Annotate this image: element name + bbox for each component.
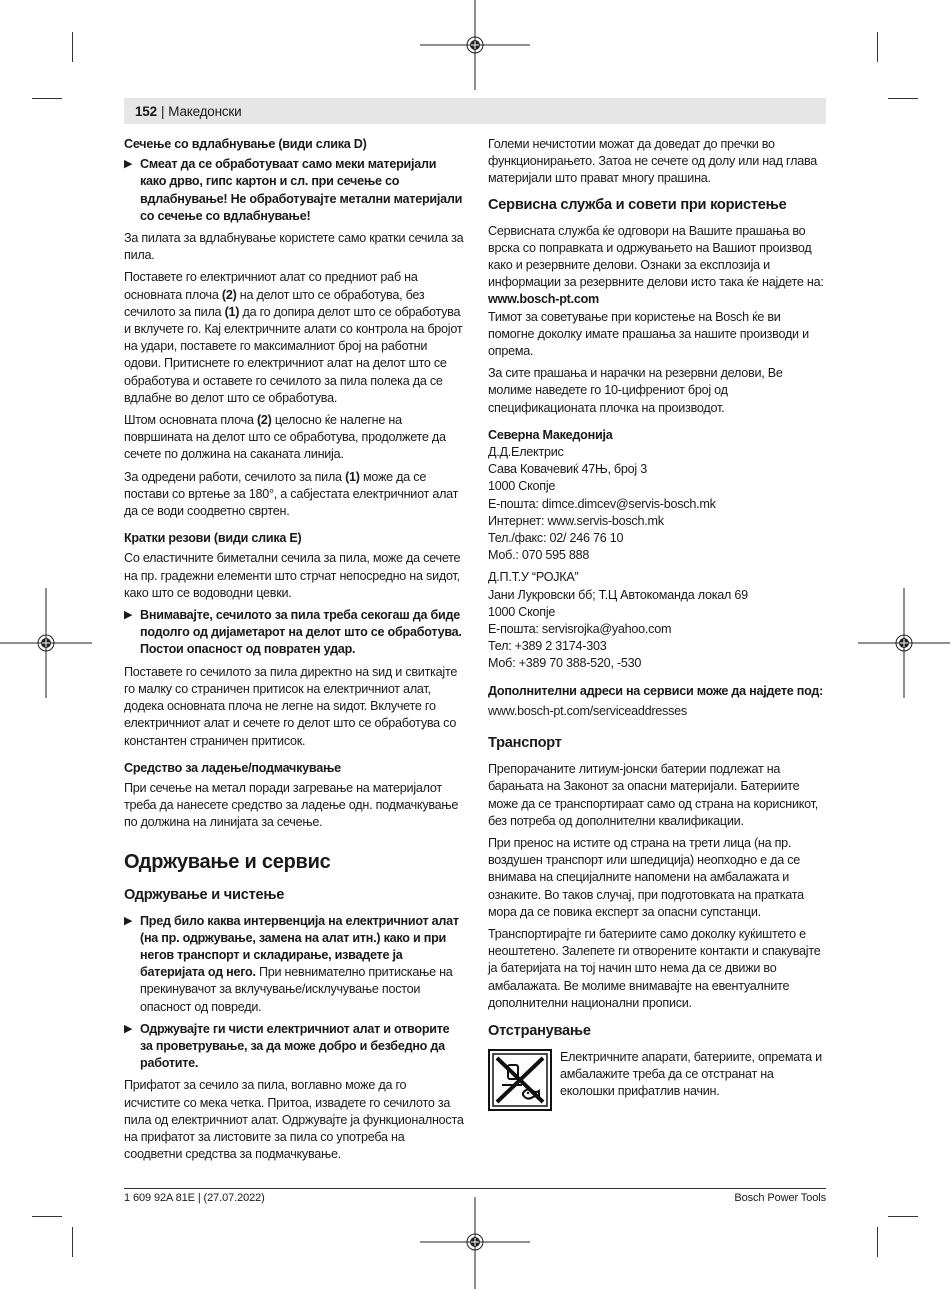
address-line: Сава Ковачевиќ 47Њ, број 3 — [488, 462, 647, 477]
paragraph: Штом основната плоча (2) целосно ќе налегне на површината на делот што се обработува, продолжете да сечете по должина на саканата линија. — [124, 413, 446, 462]
paragraph: Препорачаните литиум-јонски батерии подлежат на барањата на Законот за опасни материјали. Батериите може да се транспортираат само од страна на корисникот, без потреба од дополнителни квалификации. — [488, 762, 818, 828]
crop-mark — [72, 32, 73, 62]
address-email[interactable]: Е-пошта: servisrojka@yahoo.com — [488, 622, 672, 637]
paragraph: Со еластичните биметални сечила за пила, може да сечете на пр. градежни елементи што стрчат непосредно на sидот, како што се водоводни цевки. — [124, 551, 461, 600]
paragraph: При сечење на метал поради загревање на материјалот треба да нанесете средство за ладење одн. подмачкување по должина на линијата за сечење. — [124, 780, 459, 830]
footer-divider — [124, 1188, 826, 1189]
address-line: 1000 Скопје — [488, 479, 556, 494]
warning-text: Пред било каква интервенција на електричниот алат (на пр. одржување, замена на алат итн.) како и при негов транспорт и складирање, извадете ја батеријата од него. При невнимателно притискање на прекинувачот за вклучување/исклучување постои опасност од повреди. — [140, 913, 459, 1014]
bullet-arrow-icon: ▶ — [124, 914, 133, 927]
chapter-title-maintenance: Одржување и сервис — [124, 850, 331, 873]
address-mobile: Моб: +389 70 388-520, -530 — [488, 656, 642, 671]
bullet-arrow-icon: ▶ — [124, 1022, 133, 1035]
registration-mark-right — [858, 588, 950, 698]
crop-mark — [72, 1227, 73, 1257]
address-line: Д.Д.Електрис — [488, 445, 564, 460]
paragraph: Тимот за советување при користење на Bosch ќе ви помогне доколку имате прашања за нашите производи и опрема. — [488, 309, 809, 359]
address-phone: Тел: +389 2 3174-303 — [488, 639, 607, 654]
paragraph: Поставете го електричниот алат со предниот раб на основната плоча (2) на делот што се обработува, без сечилото за пила (1) да го допира делот што се обработува и вклучете го. Кај електричните алати со контрола на бројот на удари, поставете го максималниот број на работни одови. Притиснете го електричниот алат на делот што се обработува и оставете го сечилото за пила полека да се вдлабне во делот што се обработува. — [124, 270, 463, 405]
paragraph: Сервисната служба ќе одговори на Вашите прашања во врска со поправката и одржувањето на Вашиот производ како и резервните делови. Ознаки за експлозија и информации за резервните делови исто така ќе најдете на: www.bosch-pt.com — [488, 223, 824, 307]
paragraph: За пилата за вдлабнување користете само кратки сечила за пила. — [124, 231, 464, 263]
address-block-2 — [488, 569, 826, 672]
section-title-service: Сервисна служба и совети при користење — [488, 196, 787, 213]
service-addresses-link[interactable]: www.bosch-pt.com/serviceaddresses — [488, 703, 687, 718]
address-line: Јани Лукровски бб; Т.Ц Автокоманда локал 69 — [488, 587, 748, 602]
address-block-1 — [488, 444, 826, 564]
address-email[interactable]: Е-пошта: dimce.dimcev@servis-bosch.mk — [488, 496, 716, 511]
country-title: Северна Македонија — [488, 427, 613, 442]
left-column — [124, 136, 464, 1168]
crop-mark — [877, 1227, 878, 1257]
crop-mark — [32, 1216, 62, 1217]
warning-bullet — [124, 913, 464, 1016]
section-title-coolant: Средство за ладење/подмачкување — [124, 760, 341, 775]
address-line: 1000 Скопје — [488, 604, 556, 619]
disposal-text: Електричните апарати, батериите, опремата и амбалажите треба да се отстранат на еколошки прифатлив начин. — [560, 1049, 822, 1099]
paragraph: Прифатот за сечило за пила, воглавно може да го исчистите со мека четка. Притоа, извадете го сечилото за пила од електричниот алат. Одржувајте ја функционалноста на прифатот за листовите за пила со употреба на соодветни средства за подмачкување. — [124, 1078, 464, 1162]
warning-bullet — [124, 607, 464, 659]
crop-mark — [888, 98, 918, 99]
paragraph: За одредени работи, сечилото за пила (1) може да се постави со вртење за 180°, а сабјестата електричниот алат да се води соодветно свртен. — [124, 469, 459, 519]
registration-mark-left — [0, 588, 92, 698]
section-title-cleaning: Одржување и чистење — [124, 886, 285, 903]
warning-bullet — [124, 1021, 464, 1073]
crop-mark — [32, 98, 62, 99]
warning-text: Смеат да се обработуваат само меки материјали како дрво, гипс картон и сл. при сечење со вдлабнување! Не обработувајте метални материјали со сечење со вдлабнување! — [140, 157, 463, 223]
address-website[interactable]: Интернет: www.servis-bosch.mk — [488, 513, 664, 528]
address-mobile: Моб.: 070 595 888 — [488, 548, 590, 563]
crop-mark — [877, 32, 878, 62]
paragraph: За сите прашања и нарачки на резервни делови, Ве молиме наведете го 10-цифрениот број од спецификационата плочка на производот. — [488, 366, 783, 415]
bullet-arrow-icon: ▶ — [124, 609, 133, 622]
weee-disposal-icon — [488, 1049, 552, 1111]
paragraph: Транспортирајте ги батериите само доколку куќиштето е неоштетено. Залепете ги отворените контакти и спакувајте ја батеријата на тој начин што нема да се движи во амбалажата. Ве молиме внимавајте на евентуалните дополнителни национални прописи. — [488, 926, 821, 1010]
registration-mark-bottom — [420, 1197, 530, 1289]
paragraph: Поставете го сечилото за пила директно на sид и свиткајте го малку со страничен притисок на електричниот алат, додека основната плоча не легне на sидот. Вклучете го електричниот алат и сечете го делот што се обработува со константен страничен притисок. — [124, 664, 458, 748]
footer-brand: Bosch Power Tools — [734, 1192, 826, 1204]
bullet-arrow-icon: ▶ — [124, 158, 133, 171]
address-line: Д.П.Т.У “РОЈКА” — [488, 570, 579, 585]
section-title-short-cuts: Кратки резови (види слика E) — [124, 531, 302, 546]
warning-text: Одржувајте ги чисти електричниот алат и отворите за проветрување, за да може добро и безбедно да работите. — [140, 1021, 450, 1071]
disposal-block — [488, 1049, 826, 1111]
address-phone: Тел./факс: 02/ 246 76 10 — [488, 531, 624, 546]
page-header — [124, 98, 826, 124]
footer-doc-number: 1 609 92A 81E | (27.07.2022) — [124, 1192, 265, 1204]
header-language: Македонски — [168, 103, 242, 119]
right-column — [488, 136, 826, 1111]
paragraph: При пренос на истите од страна на трети лица (на пр. воздушен транспорт или шпедиција) неопходно е да се внимава на специјалните напомени на амбалажата и ознаките. Во таков случај, при подготовката на пратката мора да се повика експерт за опасни супстанци. — [488, 835, 804, 919]
service-link[interactable]: www.bosch-pt.com — [488, 292, 599, 307]
warning-bullet — [124, 156, 464, 225]
more-addresses-title: Дополнителни адреси на сервиси може да најдете под: — [488, 683, 824, 698]
crop-mark — [888, 1216, 918, 1217]
paragraph: Големи нечистотии можат да доведат до пречки во функционирањето. Затоа не сечете од долу или над глава материјали што прават многу прашина. — [488, 137, 818, 186]
page-number: 152 — [135, 103, 157, 119]
warning-text: Внимавајте, сечилото за пила треба секогаш да биде подолго од дијаметарот на делот што се обработува. Постои опасност од повратен удар. — [140, 608, 462, 657]
registration-mark-top — [420, 0, 530, 92]
header-separator: | — [160, 103, 165, 119]
section-title-disposal: Отстранување — [488, 1022, 591, 1039]
section-title-transport: Транспорт — [488, 735, 562, 752]
section-title-plunge-cut: Сечење со вдлабнување (види слика D) — [124, 137, 367, 151]
